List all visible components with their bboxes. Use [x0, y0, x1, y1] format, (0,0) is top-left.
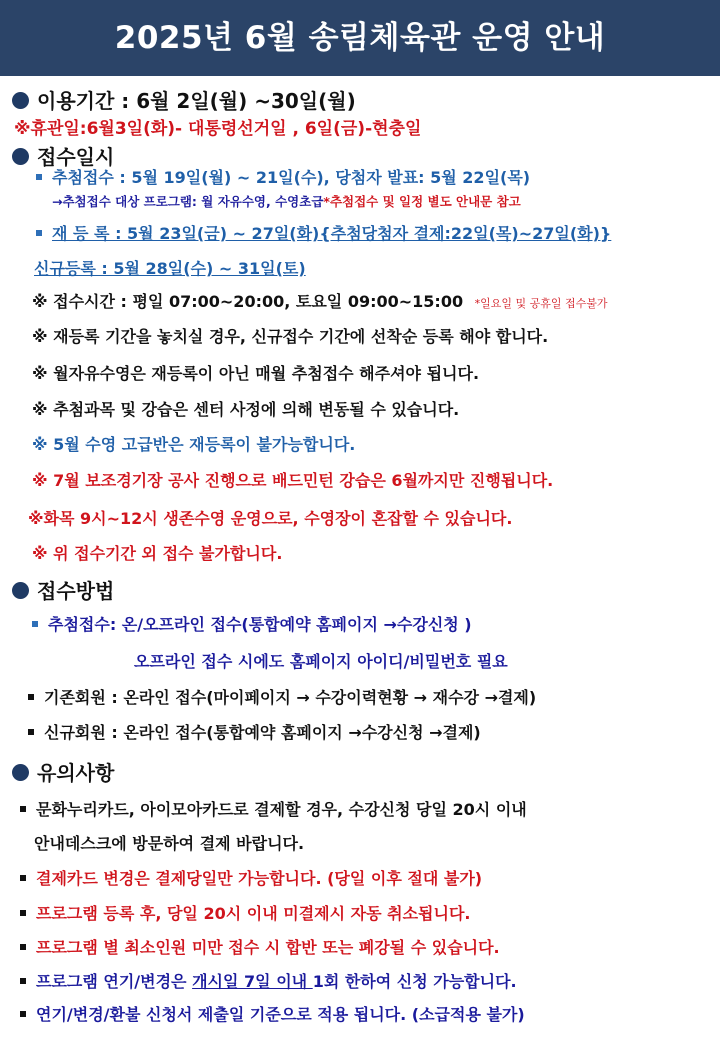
bullet-square-icon	[20, 978, 26, 984]
bullet-circle-icon	[12, 764, 29, 781]
rereg-date	[36, 221, 611, 244]
caution-application-date	[20, 1002, 525, 1025]
caution-card-payment-cont: 안내데스크에 방문하여 결제 바랍니다.	[34, 834, 305, 853]
note-survival-swim: ※화목 9시~12시 생존수영 운영으로, 수영장이 혼잡할 수 있습니다.	[28, 509, 513, 528]
bullet-square-icon	[32, 621, 38, 627]
newreg-date-text: 신규등록 : 5월 28일(수) ~ 31일(토)	[34, 259, 306, 278]
caution-heading	[12, 757, 114, 786]
lottery-date	[36, 165, 530, 188]
method-new	[28, 720, 481, 743]
lottery-note	[52, 192, 521, 210]
method-new-text: 신규회원 : 온라인 접수(통합예약 홈페이지 →수강신청 →결제)	[44, 723, 481, 742]
bullet-circle-icon	[12, 582, 29, 599]
note-free-swim: ※ 월자유수영은 재등록이 아닌 매월 추첨접수 해주셔야 됩니다.	[32, 364, 480, 383]
lottery-note-program: →추첨접수 대상 프로그램: 월 자유수영, 수영초급	[52, 194, 324, 209]
method-existing	[28, 685, 536, 708]
note-badminton: ※ 7월 보조경기장 공사 진행으로 배드민턴 강습은 6월까지만 진행됩니다.	[32, 471, 554, 490]
schedule-heading-text: 접수일시	[37, 145, 115, 169]
bullet-square-icon	[20, 910, 26, 916]
bullet-square-icon	[36, 230, 42, 236]
caution-postpone-text-a: 프로그램 연기/변경은	[36, 972, 193, 991]
reception-hours-text: ※ 접수시간 : 평일 07:00~20:00, 토요일 09:00~15:00	[32, 292, 464, 311]
method-lottery-text: 추첨접수: 온/오프라인 접수(통합예약 홈페이지 →수강신청 )	[48, 615, 472, 634]
bullet-square-icon	[20, 1011, 26, 1017]
caution-auto-cancel-text: 프로그램 등록 후, 당일 20시 이내 미결제시 자동 취소됩니다.	[36, 904, 471, 923]
caution-postpone	[20, 969, 517, 992]
rereg-date-text: 재 등 록 : 5월 23일(금) ~ 27일(화){추첨당첨자 결제:22일(목)~27일(화)}	[52, 224, 612, 243]
caution-card-change-text: 결제카드 변경은 결제당일만 가능합니다. (당일 이후 절대 불가)	[36, 869, 483, 888]
method-existing-text: 기존회원 : 온라인 접수(마이페이지 → 수강이력현황 → 재수강 →결제)	[44, 688, 537, 707]
caution-min-enrollment	[20, 935, 500, 958]
note-subject-change: ※ 추첨과목 및 강습은 센터 사정에 의해 변동될 수 있습니다.	[32, 400, 460, 419]
page-title: 2025년 6월 송림체육관 운영 안내	[0, 0, 720, 76]
period-heading	[12, 85, 356, 114]
closed-days: ※휴관일:6월3일(화)- 대통령선거일 , 6일(금)-현충일	[14, 119, 422, 139]
method-lottery	[32, 612, 472, 635]
caution-auto-cancel	[20, 901, 470, 924]
newreg-date	[34, 256, 306, 279]
reception-hours-note: *일요일 및 공휴일 접수불가	[474, 297, 608, 310]
note-rereg-missed: ※ 재등록 기간을 놓치실 경우, 신규접수 기간에 선착순 등록 해야 합니다.	[32, 327, 549, 346]
bullet-square-icon	[20, 944, 26, 950]
bullet-square-icon	[36, 174, 42, 180]
caution-postpone-text-c: 1회 한하여 신청 가능합니다.	[312, 972, 517, 991]
bullet-circle-icon	[12, 92, 29, 109]
caution-heading-text: 유의사항	[37, 761, 115, 785]
caution-card-payment	[20, 797, 527, 820]
note-no-other-period: ※ 위 접수기간 외 접수 불가합니다.	[32, 544, 283, 563]
bullet-square-icon	[20, 875, 26, 881]
caution-card-payment-text: 문화누리카드, 아이모아카드로 결제할 경우, 수강신청 당일 20시 이내	[36, 800, 527, 819]
method-lottery-offline: 오프라인 접수 시에도 홈페이지 아이디/비밀번호 필요	[134, 652, 508, 671]
bullet-square-icon	[20, 806, 26, 812]
period-heading-text: 이용기간 : 6월 2일(월) ~30일(월)	[37, 89, 356, 113]
note-advanced-swim: ※ 5월 수영 고급반은 재등록이 불가능합니다.	[32, 435, 356, 454]
bullet-circle-icon	[12, 148, 29, 165]
reception-hours	[32, 289, 608, 312]
method-heading	[12, 575, 114, 604]
bullet-square-icon	[28, 729, 34, 735]
bullet-square-icon	[28, 694, 34, 700]
lottery-date-text: 추첨접수 : 5월 19일(월) ~ 21일(수), 당첨자 발표: 5월 22일(목)	[52, 168, 531, 187]
caution-application-date-text: 연기/변경/환불 신청서 제출일 기준으로 적용 됩니다. (소급적용 불가)	[36, 1005, 525, 1024]
caution-min-enrollment-text: 프로그램 별 최소인원 미만 접수 시 합반 또는 폐강될 수 있습니다.	[36, 938, 500, 957]
caution-card-change	[20, 866, 482, 889]
caution-postpone-deadline: 개시일 7일 이내	[192, 972, 313, 991]
lottery-note-ref: *추첨접수 및 일정 별도 안내문 참고	[323, 194, 521, 209]
method-heading-text: 접수방법	[37, 579, 115, 603]
